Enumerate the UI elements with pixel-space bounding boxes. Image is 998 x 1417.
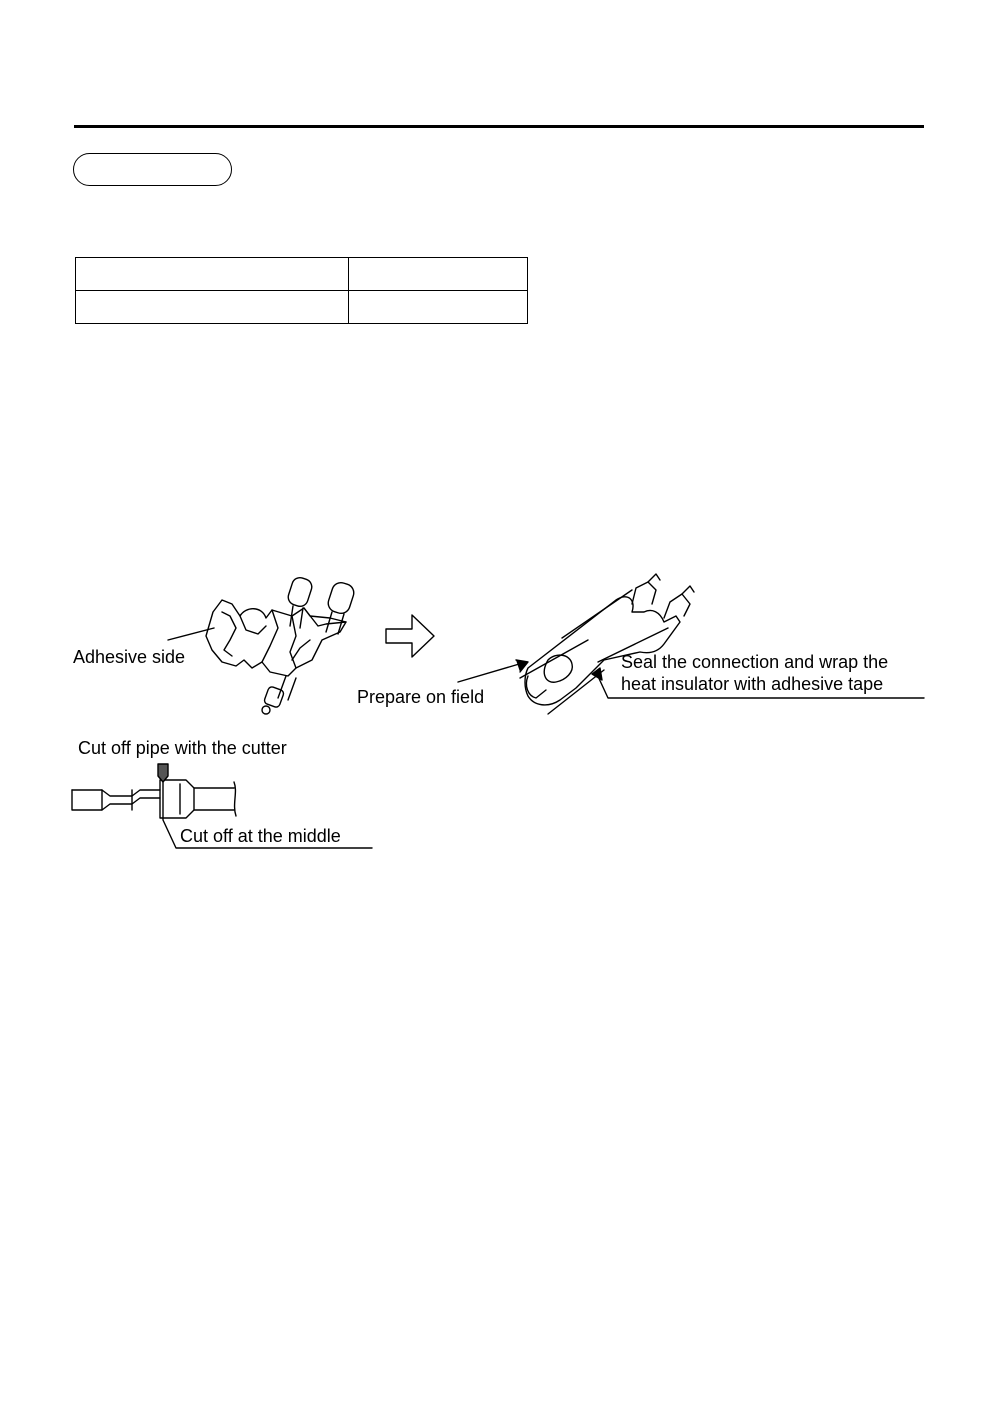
label-adhesive-side: Adhesive side bbox=[73, 647, 186, 667]
arrow-right-icon bbox=[386, 615, 434, 657]
label-seal-line-2: heat insulator with adhesive tape bbox=[621, 674, 884, 694]
label-cut-with-cutter: Cut off pipe with the cutter bbox=[78, 738, 287, 758]
branch-pipe-drawing bbox=[168, 576, 356, 714]
label-seal-line-1: Seal the connection and wrap the bbox=[621, 652, 889, 672]
label-cut-at-middle: Cut off at the middle bbox=[180, 826, 341, 846]
label-prepare-on-field: Prepare on field bbox=[357, 687, 485, 707]
